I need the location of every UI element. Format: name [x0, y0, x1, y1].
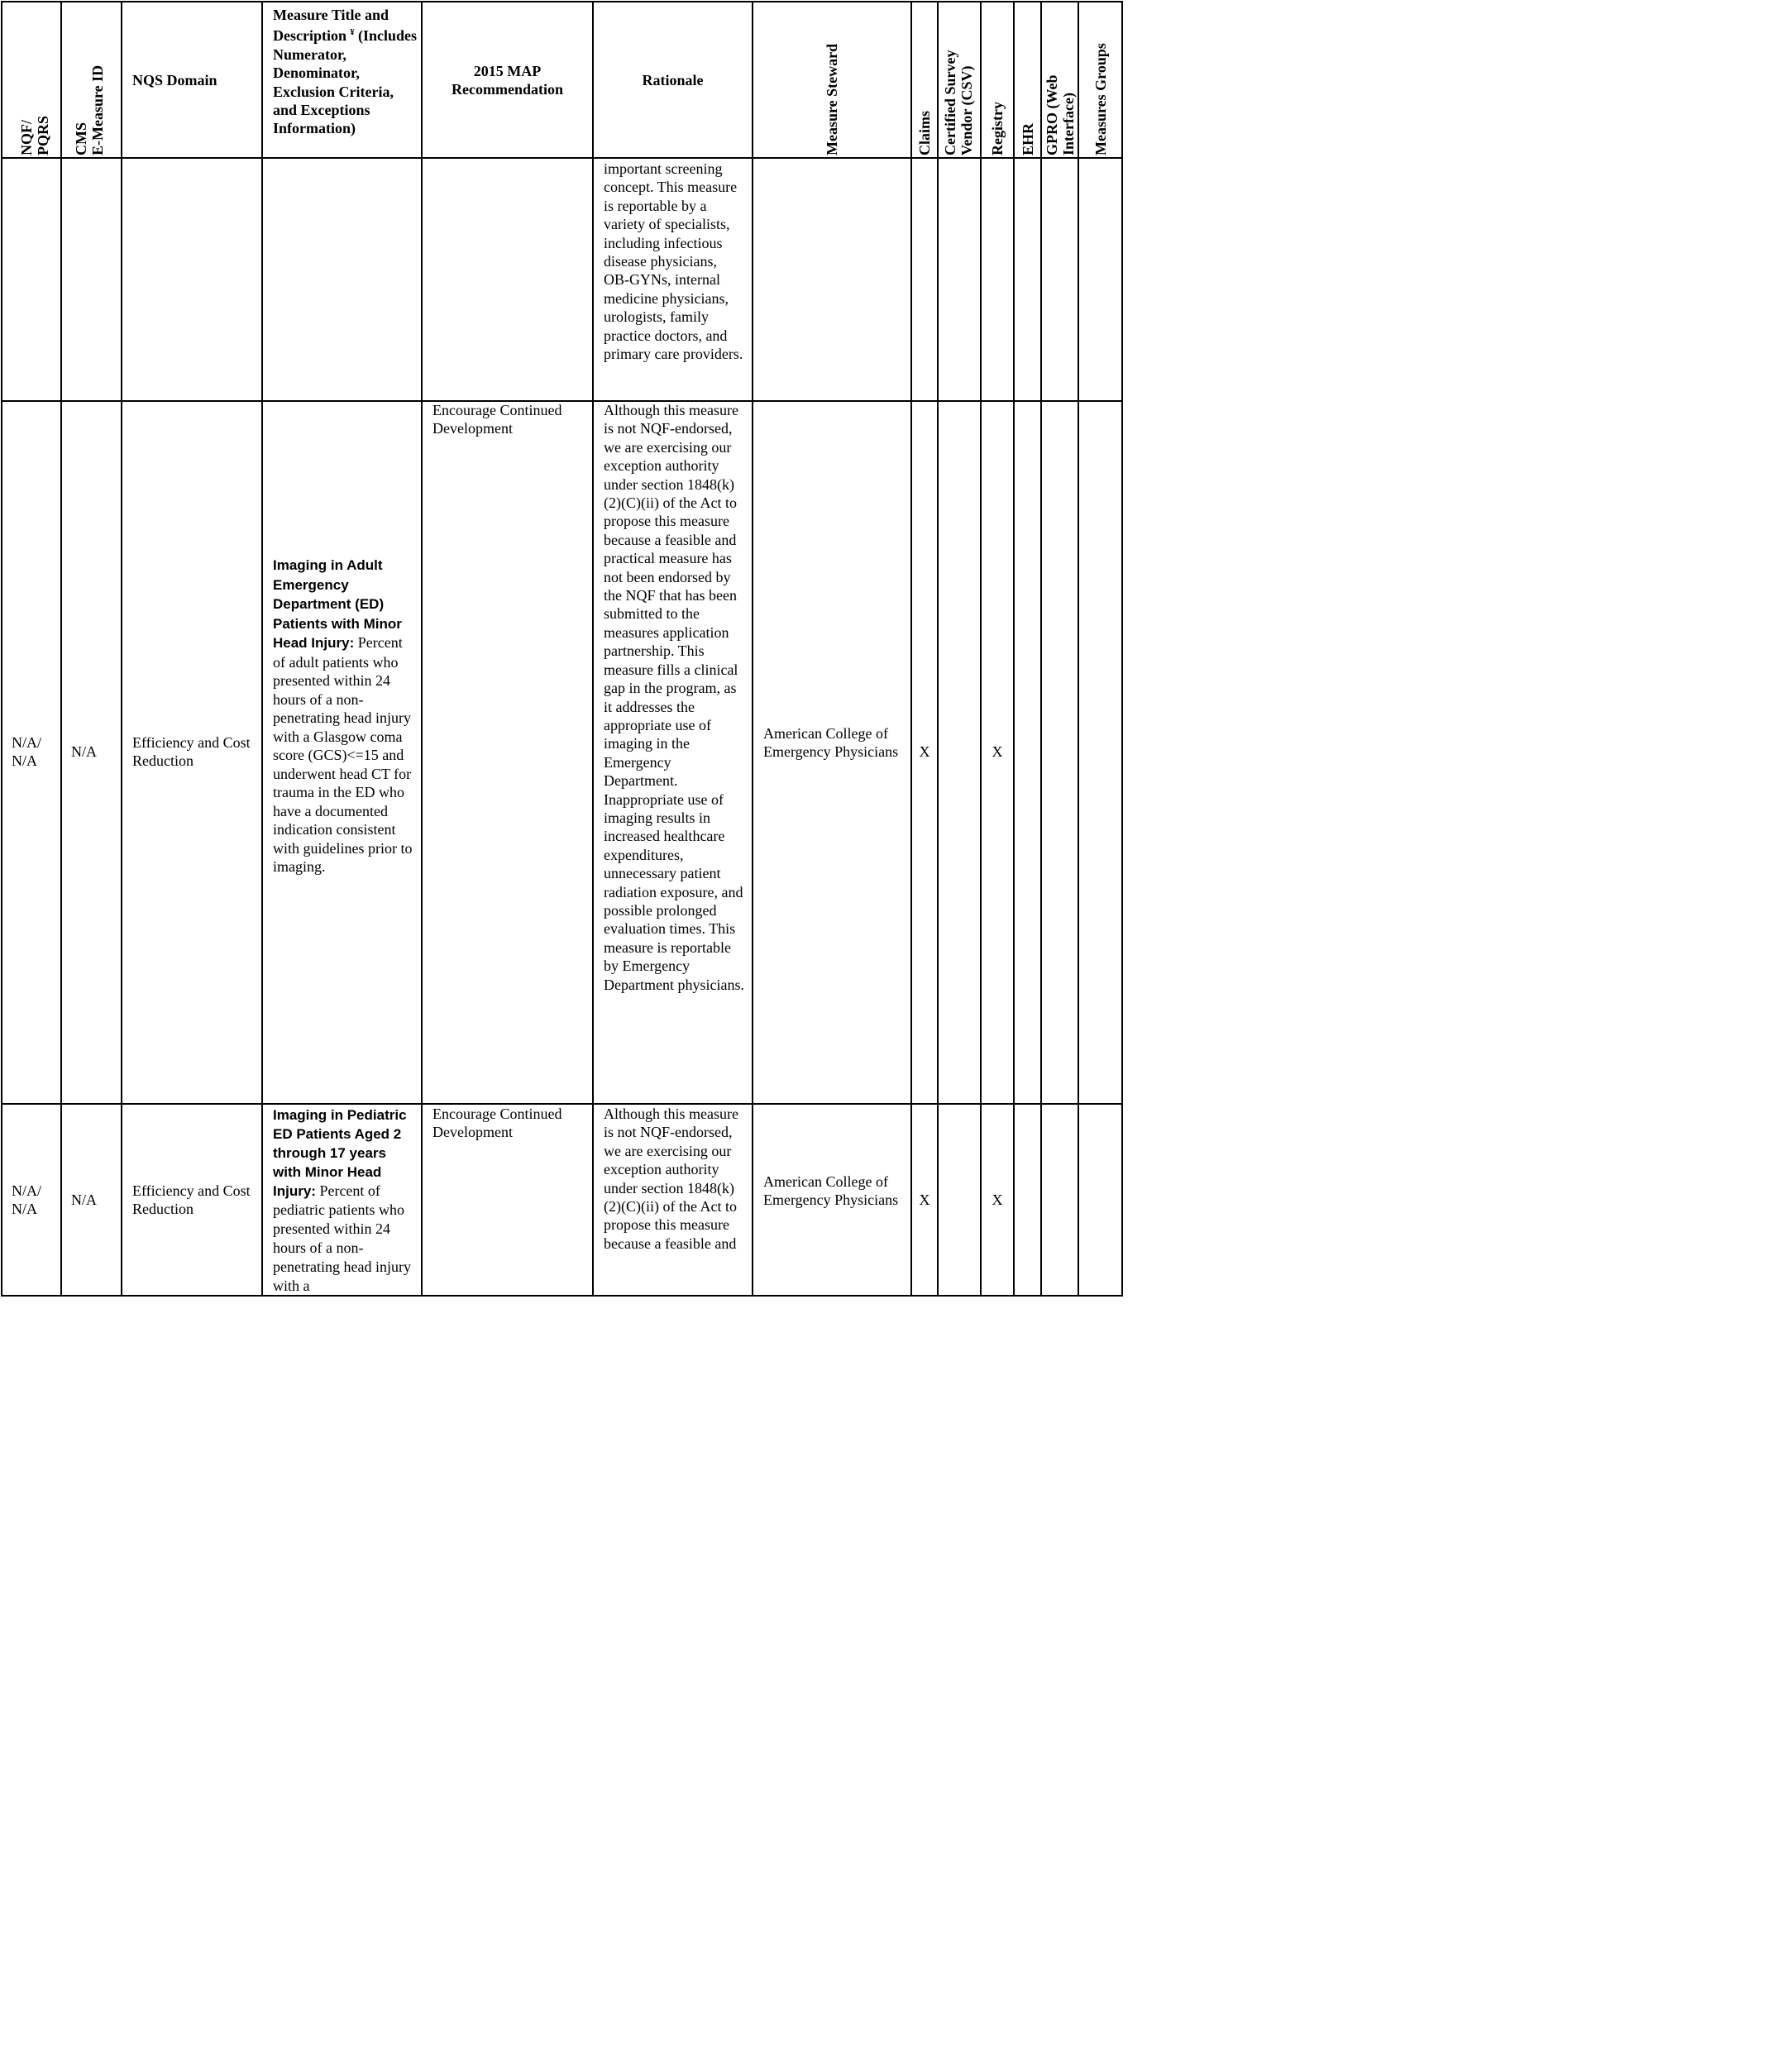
- row2-nqf-pqrs: N/A/ N/A: [12, 734, 41, 770]
- col-border: [421, 1, 423, 1296]
- header-cms-emeasure-id: CMS E-Measure ID: [73, 64, 106, 155]
- row3-registry-mark: X: [992, 1192, 1003, 1208]
- table-border-bottom: [1, 1295, 1123, 1297]
- header-claims: Claims: [916, 111, 933, 155]
- row3-nqf-pqrs: N/A/ N/A: [12, 1182, 41, 1218]
- col-border: [121, 1, 122, 1296]
- header-map-recommendation: 2015 MAP Recommendation: [452, 63, 563, 98]
- row2-map-recommendation: Encourage Continued Development: [432, 402, 562, 437]
- row3-measure-title: [273, 1106, 415, 1296]
- col-border: [937, 1, 939, 1296]
- row2-measure-steward: American College of Emergency Physicians: [763, 725, 899, 761]
- col-border: [261, 1, 263, 1296]
- header-measure-title-text: Measure Title and Description: [273, 7, 389, 45]
- header-measures-groups: Measures Groups: [1092, 43, 1109, 155]
- row3-claims-mark: X: [919, 1192, 930, 1208]
- col-border: [1013, 1, 1015, 1296]
- header-nqs-domain: NQS Domain: [132, 72, 217, 88]
- col-border: [1, 1, 2, 1296]
- header-measure-title-rest: (Includes Numerator, Denominator, Exclusion Criteria, and Exceptions Information): [273, 27, 418, 137]
- measures-table: [0, 0, 1124, 1297]
- header-nqf-pqrs: NQF/ PQRS: [18, 115, 51, 155]
- row2-registry-mark: X: [992, 743, 1003, 760]
- row3-measure-title-bold: Imaging in Pediatric ED Patients Aged 2 through 17 years with Minor Head Injury:: [273, 1107, 407, 1199]
- row3-measure-description: Percent of pediatric patients who presented within 24 hours of a non-penetrating head injury with a: [273, 1182, 411, 1294]
- header-rationale: Rationale: [642, 72, 704, 88]
- row3-cms-id: N/A: [71, 1192, 97, 1208]
- row3-nqs-domain: Efficiency and Cost Reduction: [132, 1182, 251, 1218]
- header-measure-steward: Measure Steward: [824, 43, 840, 155]
- col-border: [1040, 1, 1042, 1296]
- row2-cms-id: N/A: [71, 743, 97, 760]
- row3-rationale: Although this measure is not NQF-endorsed, we are exercising our exception authority under section 1848(k)(2)(C)(ii) of the Act to propose this measure because a feasible and: [604, 1106, 738, 1252]
- row1-rationale: important screening concept. This measure is reportable by a variety of specialists, including infectious disease physicians, OB-GYNs, internal medicine physicians, urologists, family practice doctors, and primary care providers.: [604, 160, 743, 363]
- header-measure-title: [263, 6, 419, 138]
- col-border: [592, 1, 594, 1296]
- header-divider: [1, 157, 1123, 159]
- header-ehr: EHR: [1020, 122, 1036, 155]
- row2-measure-title: [273, 556, 415, 876]
- col-border: [60, 1, 62, 1296]
- header-gpro: GPRO (Web Interface): [1044, 74, 1077, 155]
- row2-nqs-domain: Efficiency and Cost Reduction: [132, 734, 251, 770]
- row3-measure-steward: American College of Emergency Physicians: [763, 1173, 899, 1209]
- col-border: [1121, 1, 1123, 1296]
- row3-map-recommendation: Encourage Continued Development: [432, 1106, 562, 1141]
- header-measure-title-mark: ¥: [350, 28, 355, 38]
- row2-measure-title-bold: Imaging in Adult Emergency Department (ED) Patients with Minor Head Injury:: [273, 557, 402, 651]
- col-border: [1078, 1, 1079, 1296]
- header-registry: Registry: [989, 102, 1006, 155]
- header-csv: Certified Survey Vendor (CSV): [942, 50, 975, 155]
- row2-measure-description: Percent of adult patients who presented within 24 hours of a non-penetrating head injury with a Glasgow coma score (GCS)<=15 and underwent head CT for trauma in the ED who have a documented indication consistent with guidelines prior to imaging.: [273, 634, 413, 875]
- col-border: [980, 1, 982, 1296]
- row2-claims-mark: X: [919, 743, 930, 760]
- col-border: [910, 1, 912, 1296]
- row2-rationale: Although this measure is not NQF-endorsed, we are exercising our exception authority under section 1848(k)(2)(C)(ii) of the Act to propose this measure because a feasible and practical measure has not been endorsed by the NQF that has been submitted to the measures application partnership. This measure fills a clinical gap in the program, as it addresses the appropriate use of imaging in the Emergency Department. Inappropriate use of imaging results in increased healthcare expenditures, unnecessary patient radiation exposure, and possible prolonged evaluation times. This measure is reportable by Emergency Department physicians.: [604, 402, 744, 993]
- table-border-top: [1, 1, 1123, 2]
- col-border: [752, 1, 753, 1296]
